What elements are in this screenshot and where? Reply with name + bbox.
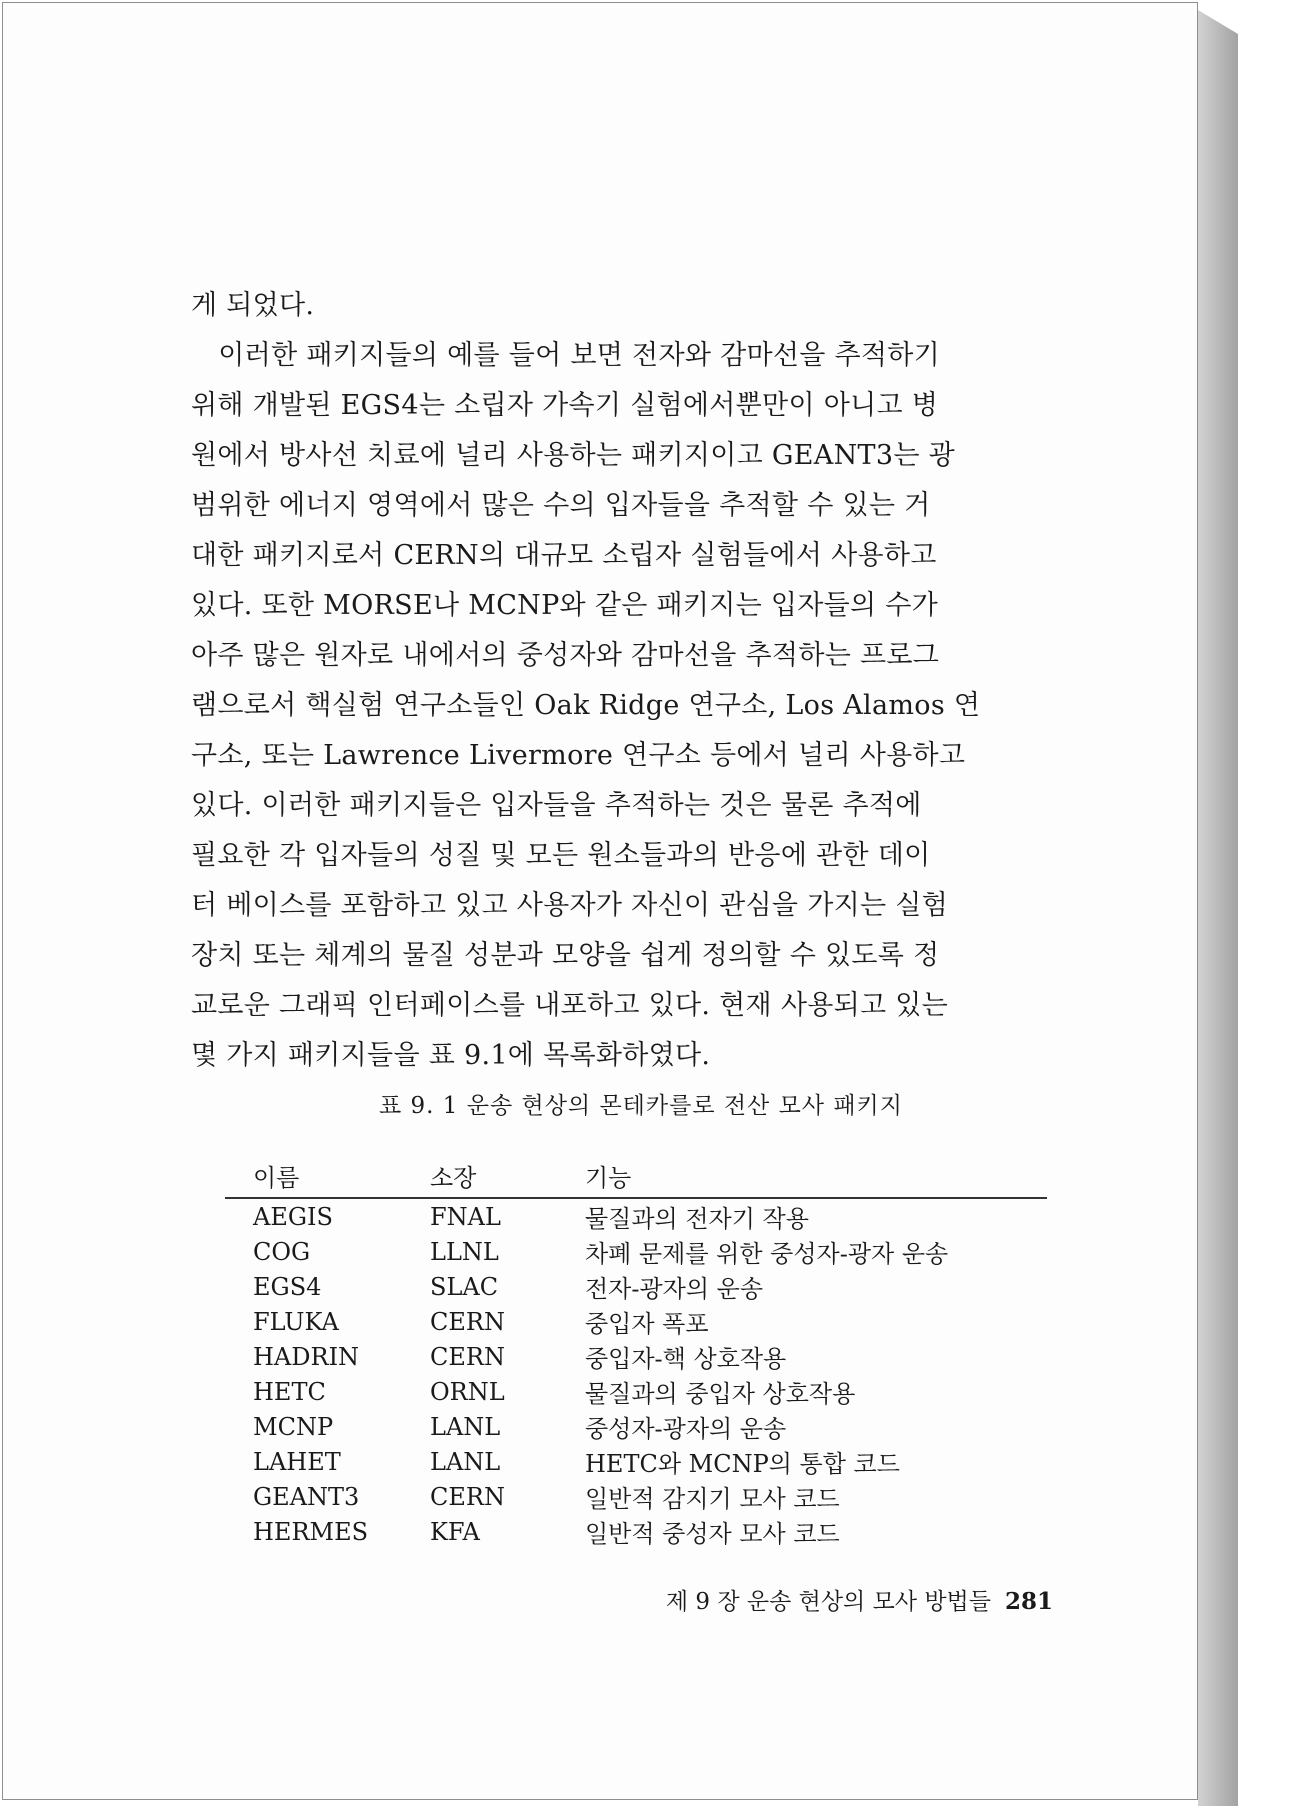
cell-function: HETC와 MCNP의 통합 코드 [585, 1450, 900, 1478]
cell-location: LANL [430, 1447, 501, 1476]
text-line: 몇 가지 패키지들을 표 9.1에 목록화하였다. [191, 1040, 711, 1071]
cell-name: FLUKA [253, 1307, 339, 1336]
body-paragraph [191, 281, 1091, 1081]
table-row [225, 1479, 1047, 1514]
page-number: 281 [1004, 1588, 1053, 1615]
table-row [225, 1339, 1047, 1374]
cell-location: LLNL [430, 1237, 499, 1266]
text-line: 구소, 또는 Lawrence Livermore 연구소 등에서 널리 사용하고 [191, 740, 966, 771]
cell-name: MCNP [253, 1412, 334, 1441]
cell-location: CERN [430, 1482, 505, 1511]
header-function: 기능 [585, 1163, 632, 1192]
table-row [225, 1269, 1047, 1304]
page-footer [191, 1583, 1053, 1616]
text-line: 터 베이스를 포함하고 있고 사용자가 자신이 관심을 가지는 실험 [191, 890, 948, 921]
cell-function: 중성자-광자의 운송 [585, 1415, 787, 1443]
text-line: 램으로서 핵실험 연구소들인 Oak Ridge 연구소, Los Alamos 연 [191, 690, 981, 721]
cell-function: 물질과의 전자기 작용 [585, 1205, 809, 1233]
text-line: 장치 또는 체계의 물질 성분과 모양을 쉽게 정의할 수 있도록 정 [191, 940, 940, 971]
cell-location: SLAC [430, 1272, 499, 1301]
cell-name: LAHET [253, 1447, 341, 1476]
cell-name: HETC [253, 1377, 326, 1406]
cell-function: 전자-광자의 운송 [585, 1275, 764, 1303]
table-row [225, 1199, 1047, 1234]
table-row [225, 1514, 1047, 1549]
header-location: 소장 [430, 1163, 477, 1192]
cell-location: LANL [430, 1412, 501, 1441]
text-line: 있다. 또한 MORSE나 MCNP와 같은 패키지는 입자들의 수가 [191, 590, 939, 621]
table-row [225, 1234, 1047, 1269]
cell-function: 중입자-핵 상호작용 [585, 1345, 787, 1373]
text-line: 교로운 그래픽 인터페이스를 내포하고 있다. 현재 사용되고 있는 [191, 990, 948, 1021]
text-line: 아주 많은 원자로 내에서의 중성자와 감마선을 추적하는 프로그 [191, 640, 940, 671]
text-line: 이러한 패키지들의 예를 들어 보면 전자와 감마선을 추적하기 [191, 340, 941, 371]
cell-name: EGS4 [253, 1272, 322, 1301]
cell-name: HERMES [253, 1517, 369, 1546]
text-line: 게 되었다. [191, 290, 315, 321]
cell-function: 차폐 문제를 위한 중성자-광자 운송 [585, 1240, 949, 1268]
text-line: 원에서 방사선 치료에 널리 사용하는 패키지이고 GEANT3는 광 [191, 440, 955, 471]
chapter-title: 제 9 장 운송 현상의 모사 방법들 [665, 1589, 991, 1615]
cell-location: ORNL [430, 1377, 505, 1406]
table-row [225, 1374, 1047, 1409]
cell-function: 물질과의 중입자 상호작용 [585, 1380, 856, 1408]
table-row [225, 1444, 1047, 1479]
table-row [225, 1409, 1047, 1444]
cell-location: KFA [430, 1517, 480, 1546]
cell-location: CERN [430, 1307, 505, 1336]
table-row [225, 1304, 1047, 1339]
text-line: 필요한 각 입자들의 성질 및 모든 원소들과의 반응에 관한 데이 [191, 840, 931, 871]
cell-function: 일반적 중성자 모사 코드 [585, 1520, 840, 1548]
cell-function: 중입자 폭포 [585, 1310, 709, 1338]
packages-table [225, 1153, 1047, 1549]
header-name: 이름 [253, 1163, 300, 1192]
page-edge [1198, 10, 1238, 1806]
text-line: 범위한 에너지 영역에서 많은 수의 입자들을 추적할 수 있는 거 [191, 490, 931, 521]
cell-function: 일반적 감지기 모사 코드 [585, 1485, 840, 1513]
text-line: 있다. 이러한 패키지들은 입자들을 추적하는 것은 물론 추적에 [191, 790, 922, 821]
cell-name: AEGIS [253, 1202, 333, 1231]
cell-name: GEANT3 [253, 1482, 360, 1511]
cell-name: HADRIN [253, 1342, 360, 1371]
cell-location: FNAL [430, 1202, 501, 1231]
cell-location: CERN [430, 1342, 505, 1371]
book-page [2, 2, 1198, 1800]
text-line: 위해 개발된 EGS4는 소립자 가속기 실험에서뿐만이 아니고 병 [191, 390, 939, 421]
table-caption: 표 9. 1 운송 현상의 몬테카를로 전산 모사 패키지 [379, 1093, 903, 1119]
cell-name: COG [253, 1237, 311, 1266]
text-line: 대한 패키지로서 CERN의 대규모 소립자 실험들에서 사용하고 [191, 540, 937, 571]
table-header [225, 1153, 1047, 1199]
